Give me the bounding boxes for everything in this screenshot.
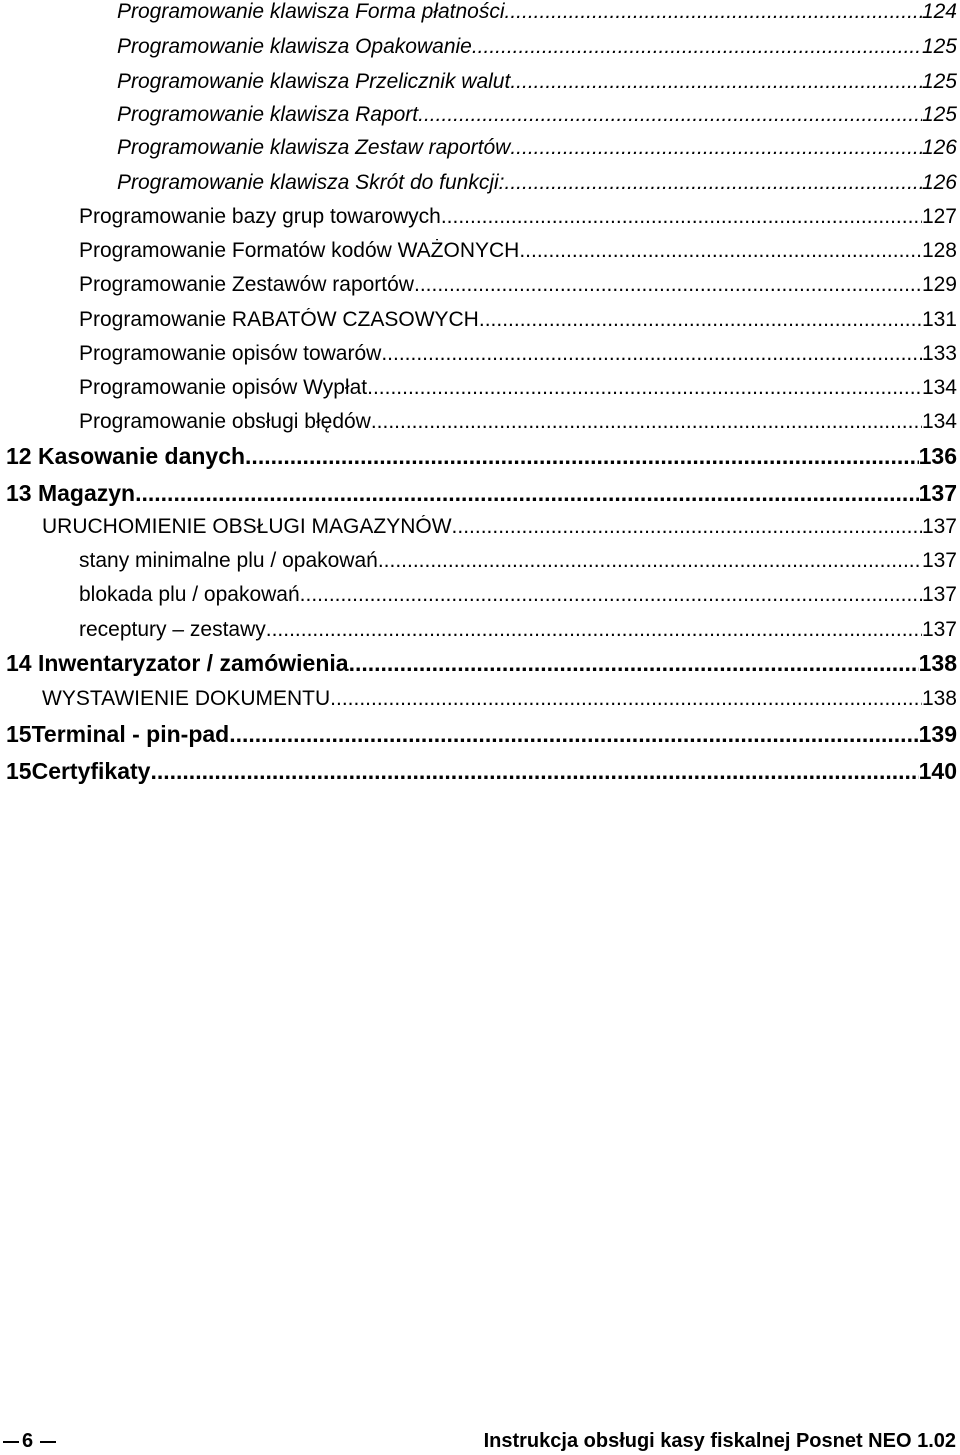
toc-entry-page: 126 (921, 136, 957, 159)
toc-entry-title: Programowanie opisów Wypłat (79, 376, 368, 399)
toc-entry[interactable] (117, 35, 957, 59)
dot-leader (414, 273, 922, 297)
toc-entry-page: 137 (921, 515, 957, 538)
toc-entry-page: 138 (918, 650, 957, 676)
dot-leader (266, 618, 922, 642)
toc-entry-title: stany minimalne plu / opakowań (79, 549, 378, 572)
dot-leader (519, 239, 922, 263)
toc-chapter-entry[interactable] (6, 721, 957, 748)
toc-entry-page: 139 (918, 721, 957, 747)
toc-entry-title: 13 Magazyn (6, 480, 136, 506)
footer-document-title: Instrukcja obsługi kasy fiskalnej Posnet NEO 1.02 (483, 1430, 956, 1452)
toc-entry-title: WYSTAWIENIE DOKUMENTU (42, 687, 331, 710)
dot-leader (330, 687, 922, 711)
toc-entry-page: 125 (921, 103, 957, 126)
toc-entry-title: Programowanie klawisza Raport (117, 103, 419, 126)
dot-leader (472, 35, 922, 59)
toc-entry-page: 129 (921, 273, 957, 296)
toc-chapter-entry[interactable] (6, 758, 957, 785)
dot-leader (381, 342, 922, 366)
toc-entry[interactable] (79, 239, 957, 263)
dot-leader (441, 205, 922, 229)
toc-entry[interactable] (79, 205, 957, 229)
toc-entry-title: Programowanie obsługi błędów (79, 410, 371, 433)
toc-entry[interactable] (42, 515, 957, 539)
dot-leader (150, 758, 918, 785)
toc-chapter-entry[interactable] (6, 650, 957, 677)
dot-leader (418, 103, 922, 127)
toc-entry-title: Programowanie Formatów kodów WAŻONYCH (79, 239, 520, 262)
dot-leader (245, 443, 919, 470)
toc-entry-title: Programowanie klawisza Skrót do funkcji: (117, 171, 505, 194)
toc-entry-page: 134 (921, 376, 957, 399)
footer-dash (40, 1441, 56, 1443)
toc-entry[interactable] (79, 618, 957, 642)
toc-entry-page: 125 (921, 35, 957, 58)
toc-chapter-entry[interactable] (6, 443, 957, 470)
toc-entry-page: 134 (921, 410, 957, 433)
dot-leader (479, 308, 922, 332)
dot-leader (371, 410, 922, 434)
toc-entry[interactable] (79, 410, 957, 434)
toc-entry-title: Programowanie RABATÓW CZASOWYCH (79, 308, 479, 331)
toc-entry-title: URUCHOMIENIE OBSŁUGI MAGAZYNÓW (42, 515, 452, 538)
toc-entry-title: Programowanie opisów towarów (79, 342, 382, 365)
toc-entry-title: receptury – zestawy (79, 618, 266, 641)
toc-entry[interactable] (117, 0, 957, 24)
dot-leader (510, 136, 922, 160)
toc-entry[interactable] (79, 376, 957, 400)
toc-entry-page: 137 (921, 583, 957, 606)
toc-entry-title: 15Certyfikaty (6, 758, 151, 784)
toc-entry[interactable] (117, 103, 957, 127)
dot-leader (505, 0, 922, 24)
toc-chapter-entry[interactable] (6, 480, 957, 507)
toc-entry-title: Programowanie klawisza Przelicznik walut (117, 70, 511, 93)
toc-entry-page: 136 (918, 443, 957, 469)
toc-entry[interactable] (79, 583, 957, 607)
dot-leader (378, 549, 922, 573)
toc-entry[interactable] (79, 308, 957, 332)
dot-leader (367, 376, 922, 400)
toc-entry-title: 15Terminal - pin-pad (6, 721, 230, 747)
toc-entry-page: 131 (921, 308, 957, 331)
dot-leader (510, 70, 922, 94)
toc-entry-title: 12 Kasowanie danych (6, 443, 246, 469)
toc-entry[interactable] (79, 273, 957, 297)
dot-leader (135, 480, 919, 507)
toc-entry-title: Programowanie Zestawów raportów (79, 273, 414, 296)
toc-entry-title: blokada plu / opakowań (79, 583, 300, 606)
toc-entry-page: 138 (921, 687, 957, 710)
toc-entry-page: 127 (921, 205, 957, 228)
footer-dash (3, 1441, 19, 1443)
toc-entry[interactable] (42, 687, 957, 711)
dot-leader (452, 515, 922, 539)
toc-entry-title: Programowanie klawisza Zestaw raportów (117, 136, 511, 159)
dot-leader (505, 171, 922, 195)
dot-leader (300, 583, 922, 607)
toc-entry[interactable] (117, 136, 957, 160)
toc-entry-title: 14 Inwentaryzator / zamówienia (6, 650, 349, 676)
toc-entry[interactable] (117, 171, 957, 195)
toc-entry-page: 128 (921, 239, 957, 262)
footer-page-number: 6 (22, 1430, 34, 1452)
dot-leader (349, 650, 919, 677)
dot-leader (229, 721, 918, 748)
toc-entry-page: 137 (921, 618, 957, 641)
toc-entry-page: 140 (918, 758, 957, 784)
toc-entry-page: 126 (921, 171, 957, 194)
toc-entry-page: 137 (918, 480, 957, 506)
toc-entry-page: 125 (921, 70, 957, 93)
page-footer (0, 1428, 960, 1455)
toc-entry-title: Programowanie klawisza Forma płatności (117, 0, 505, 23)
toc-entry-title: Programowanie klawisza Opakowanie (117, 35, 472, 58)
toc-entry[interactable] (79, 549, 957, 573)
toc-entry-page: 133 (921, 342, 957, 365)
toc-entry[interactable] (117, 70, 957, 94)
toc-entry-page: 137 (921, 549, 957, 572)
toc-entry-title: Programowanie bazy grup towarowych (79, 205, 441, 228)
toc-entry-page: 124 (921, 0, 957, 23)
toc-entry[interactable] (79, 342, 957, 366)
